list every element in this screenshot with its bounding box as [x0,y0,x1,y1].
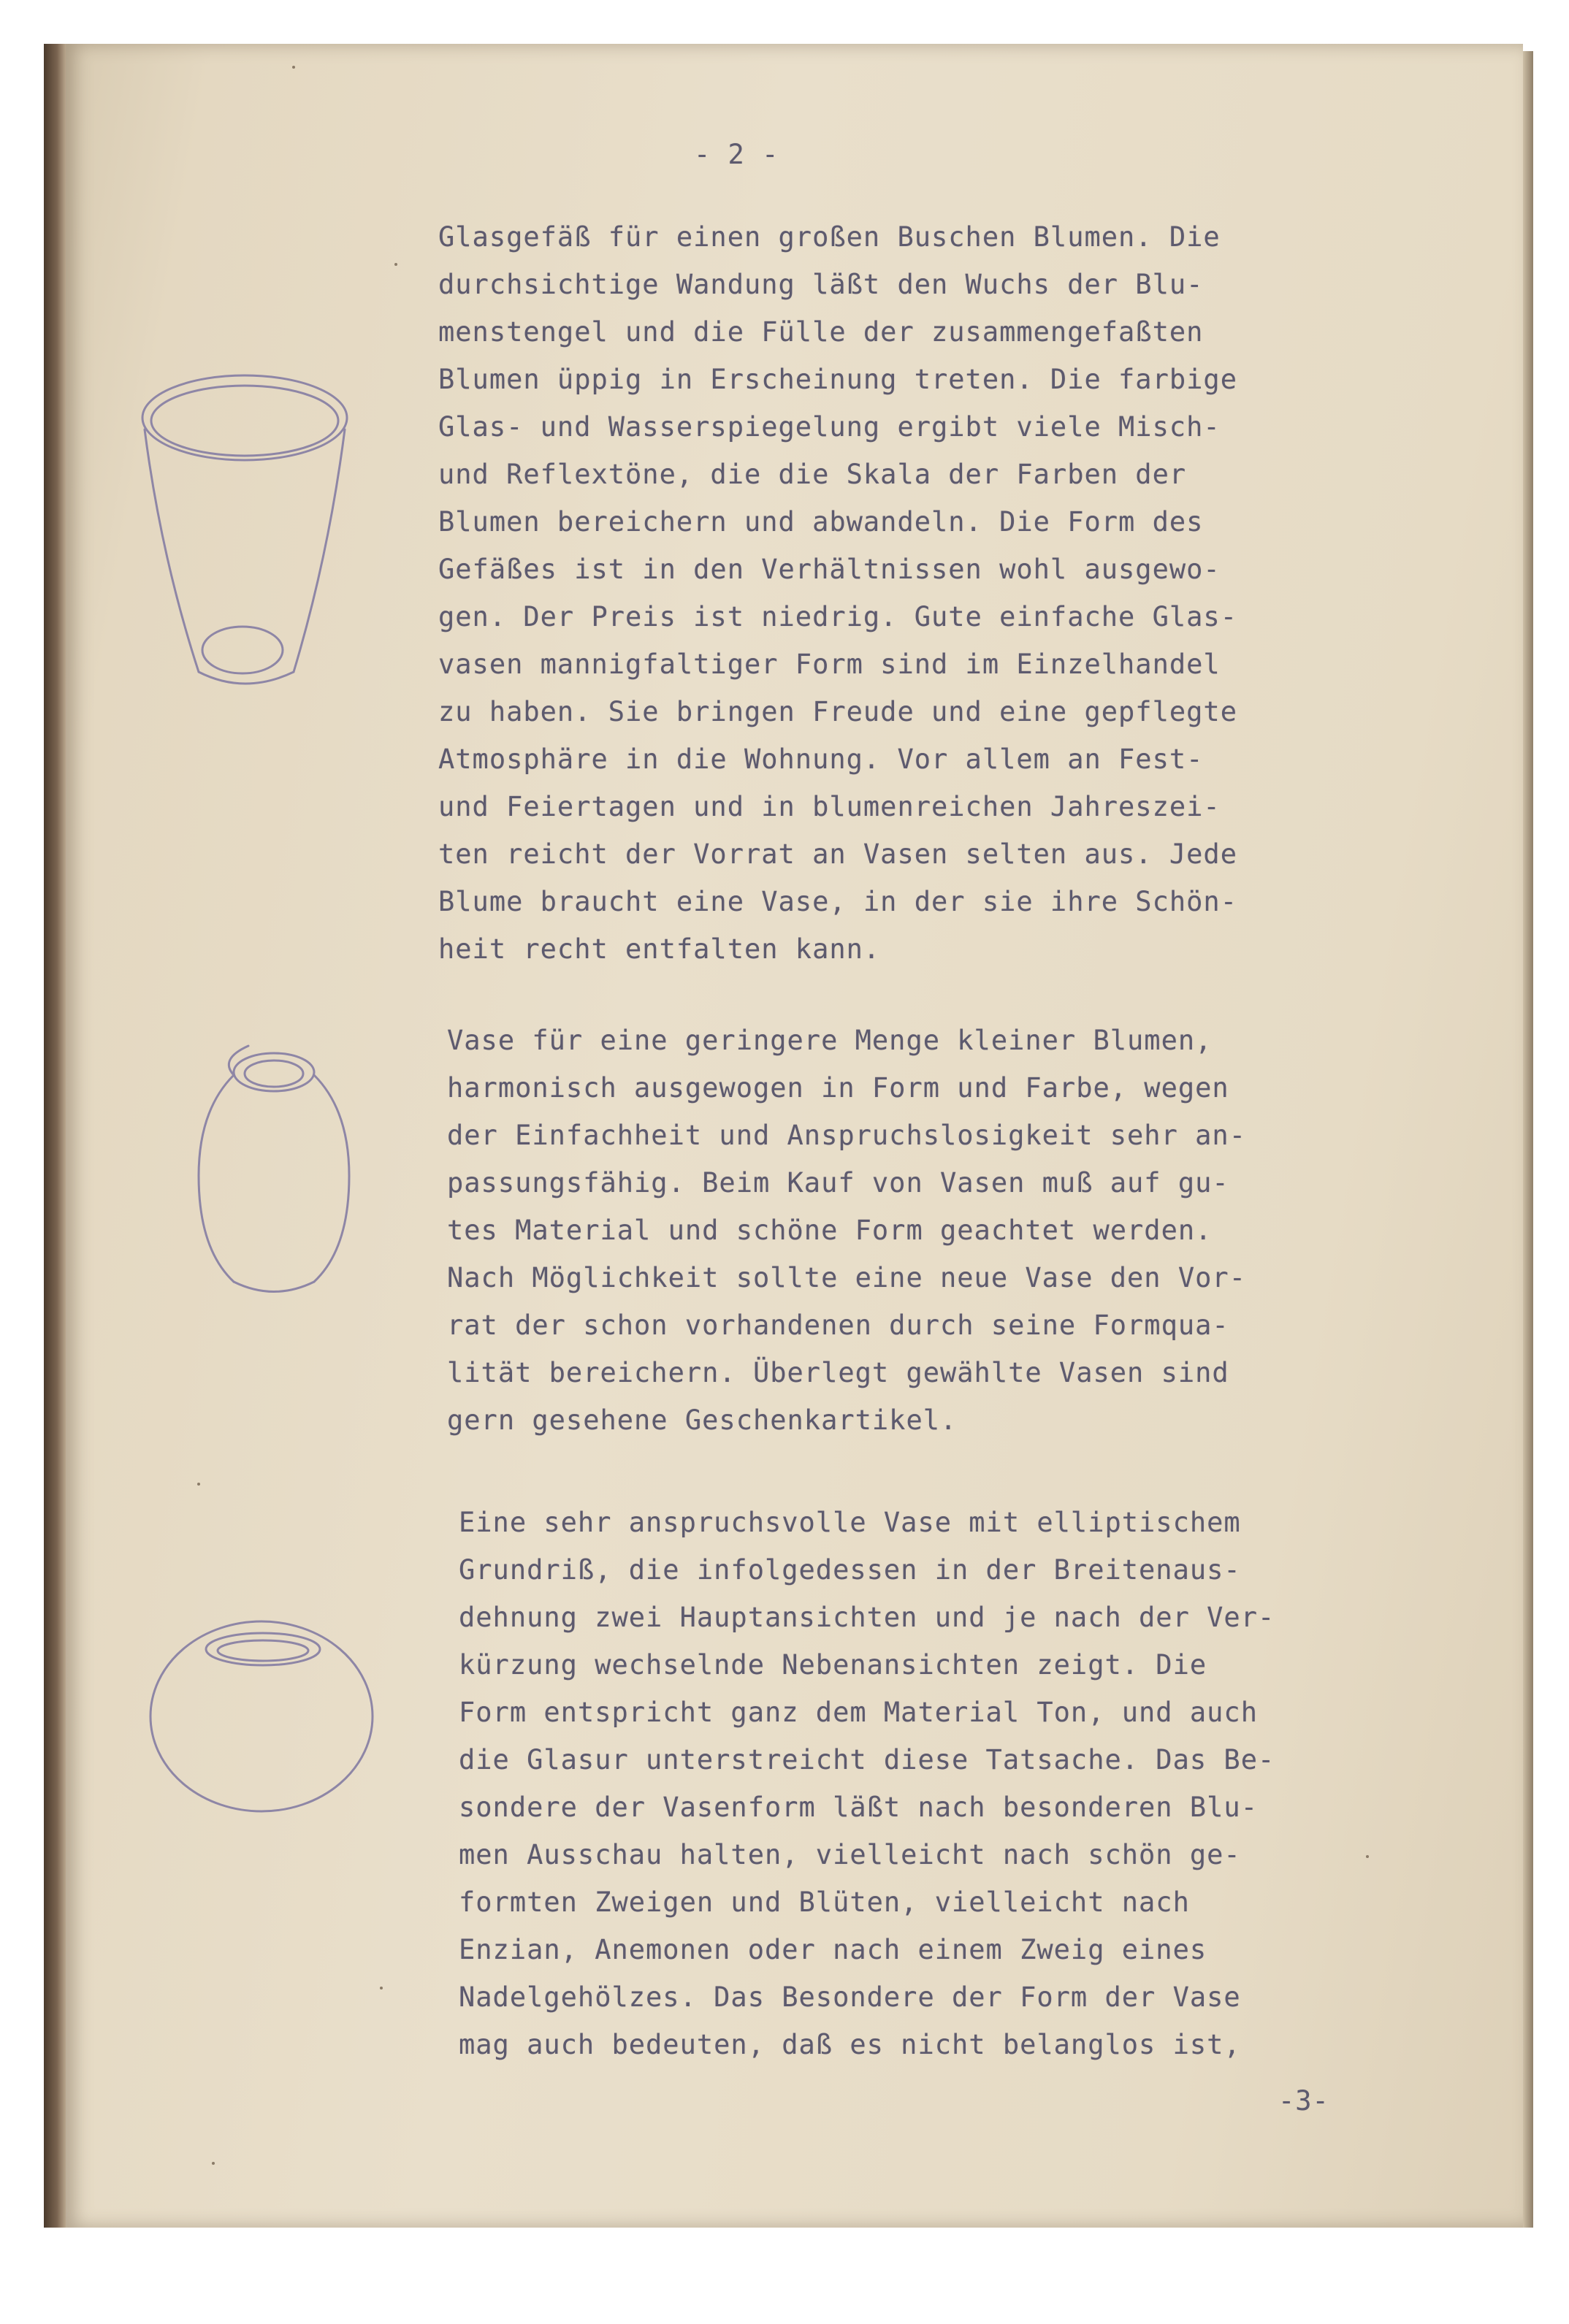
paragraph-elliptical-vase [459,1499,1275,2068]
text-line: rat der schon vorhandenen durch seine Formqua- [447,1310,1229,1341]
page-number: - 2 - [694,139,779,170]
text-line: sondere der Vasenform läßt nach besonderen Blu- [459,1792,1258,1823]
text-line: mag auch bedeuten, daß es nicht belanglos ist, [459,2029,1241,2060]
text-line: Eine sehr anspruchsvolle Vase mit elliptischem [459,1507,1241,1538]
text-line: durchsichtige Wandung läßt den Wuchs der Blu- [438,269,1204,300]
text-line: gern gesehene Geschenkartikel. [447,1404,958,1436]
text-line: Glas- und Wasserspiegelung ergibt viele Misch- [438,411,1221,443]
text-line: gen. Der Preis ist niedrig. Gute einfache Glas- [438,601,1237,632]
text-line: und Feiertagen und in blumenreichen Jahreszei- [438,791,1221,822]
text-line: Form entspricht ganz dem Material Ton, und auch [459,1697,1258,1728]
text-line: Enzian, Anemonen oder nach einem Zweig eines [459,1934,1207,1965]
text-line: Nadelgehölzes. Das Besondere der Form der Vase [459,1981,1241,2013]
paper-speck [380,1987,383,1989]
text-line: der Einfachheit und Anspruchslosigkeit sehr an- [447,1120,1246,1151]
page-edge [1523,51,1533,2228]
text-line: zu haben. Sie bringen Freude und eine gepflegte [438,696,1237,727]
text-line: Blumen üppig in Erscheinung treten. Die farbige [438,364,1237,395]
text-line: ten reicht der Vorrat an Vasen selten aus. Jede [438,838,1237,870]
continuation-marker: -3- [1278,2085,1329,2117]
text-line: Atmosphäre in die Wohnung. Vor allem an Fest- [438,744,1204,775]
text-line: lität bereichern. Überlegt gewählte Vasen sind [447,1357,1229,1388]
round-elliptical-vase-sketch-icon [139,1607,380,1819]
text-line: heit recht entfalten kann. [438,933,881,965]
text-line: passungsfähig. Beim Kauf von Vasen muß auf gu- [447,1167,1229,1199]
paragraph-glass-vase [438,213,1237,973]
text-line: dehnung zwei Hauptansichten und je nach der Ver- [459,1602,1275,1633]
text-line: und Reflextöne, die die Skala der Farben der [438,459,1187,490]
text-line: kürzung wechselnde Nebenansichten zeigt. Die [459,1649,1207,1681]
paper-speck [292,66,295,69]
text-line: Blumen bereichern und abwandeln. Die Form des [438,506,1204,538]
text-line: harmonisch ausgewogen in Form und Farbe, wegen [447,1072,1229,1104]
text-line: Grundriß, die infolgedessen in der Breitenaus- [459,1554,1241,1586]
text-line: Gefäßes ist in den Verhältnissen wohl ausgewo- [438,554,1221,585]
text-line: menstengel und die Fülle der zusammengefaßten [438,316,1204,348]
text-line: vasen mannigfaltiger Form sind im Einzelhandel [438,649,1221,680]
paragraph-small-vase [447,1017,1246,1444]
text-line: Blume braucht eine Vase, in der sie ihre Schön- [438,886,1237,917]
text-line: men Ausschau halten, vielleicht nach schön ge- [459,1839,1241,1870]
barrel-vase-sketch-icon [190,1030,358,1307]
text-line: formten Zweigen und Blüten, vielleicht nach [459,1887,1190,1918]
text-line: die Glasur unterstreicht diese Tatsache. Das Be- [459,1744,1275,1776]
paper-speck [197,1483,200,1486]
paper-speck [394,263,397,266]
paper-speck [212,2162,215,2165]
text-line: Glasgefäß für einen großen Buschen Blumen. Die [438,221,1221,253]
text-line: Vase für eine geringere Menge kleiner Blumen, [447,1025,1213,1056]
book-spine [44,44,66,2228]
tumbler-glass-vase-sketch-icon [131,365,358,701]
text-line: Nach Möglichkeit sollte eine neue Vase den Vor- [447,1262,1246,1293]
text-line: tes Material und schöne Form geachtet werden. [447,1215,1213,1246]
paper-speck [1366,1855,1369,1858]
